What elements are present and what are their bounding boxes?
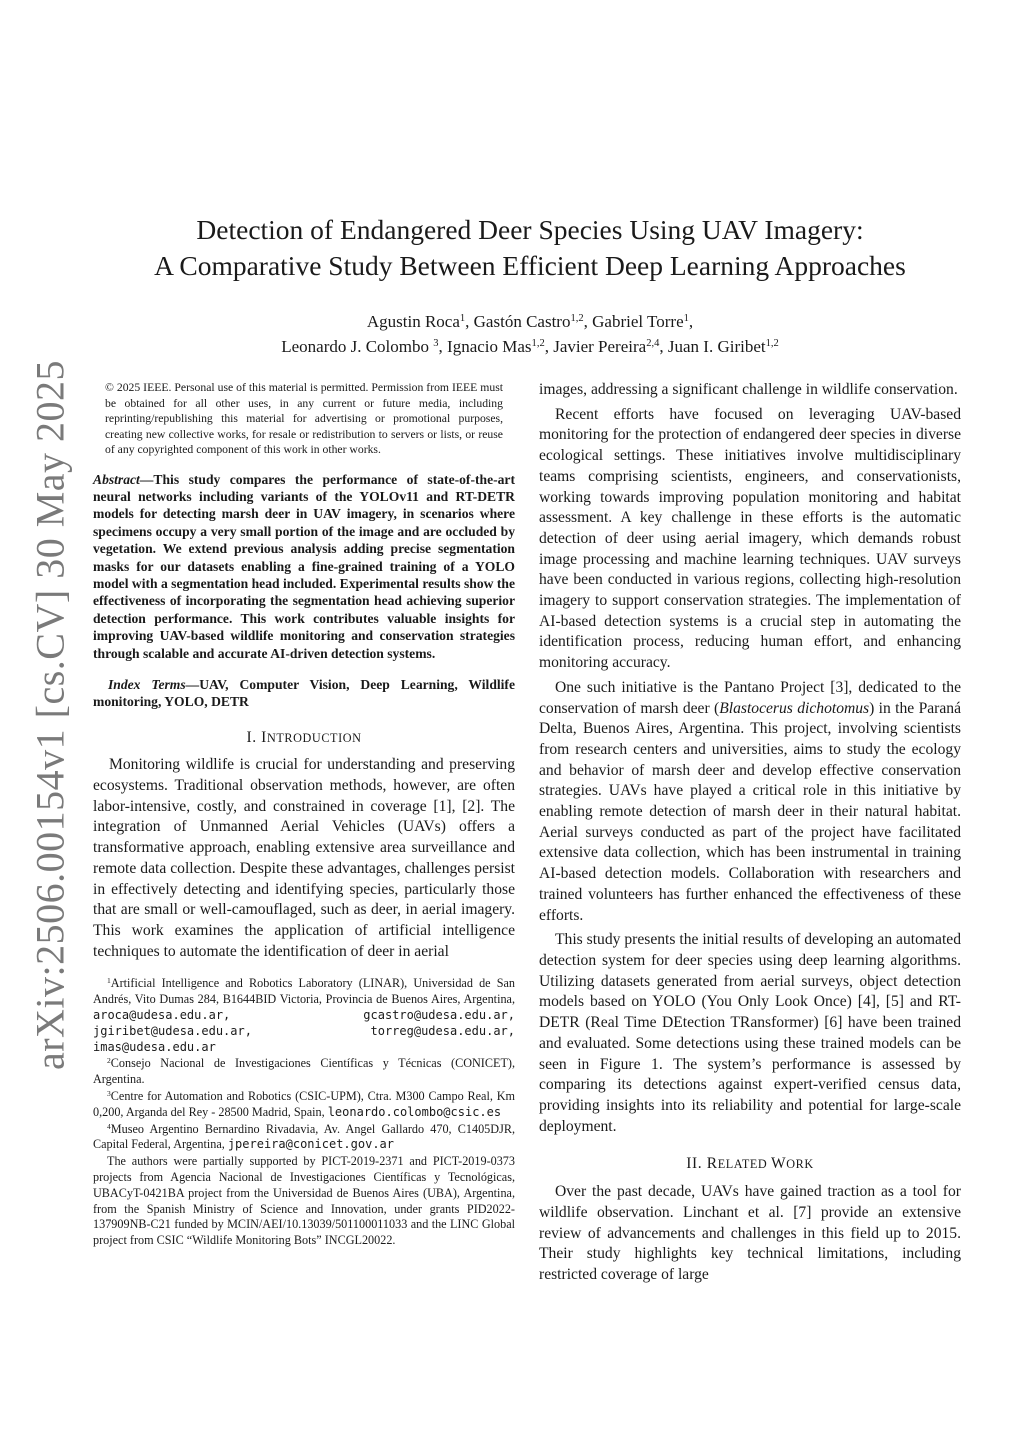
section-heading-introduction xyxy=(93,729,515,747)
title-line-1: Detection of Endangered Deer Species Using UAV Imagery: xyxy=(196,214,864,245)
left-column xyxy=(93,380,515,1249)
abstract-dash: — xyxy=(139,471,154,487)
author-name: Juan I. Giribet xyxy=(667,337,766,356)
author-affiliation: 1 xyxy=(459,313,466,325)
related-work-paragraph-1: Over the past decade, UAVs have gained traction as a tool for wildlife observation. Linchant et al. [7] provide an extensive review of advancements and challenges in this field up to 2015. Their study highlights key technical limitations, including restricted coverage of large xyxy=(539,1183,961,1284)
section-heading-related-work xyxy=(539,1155,961,1173)
species-name: Blastocerus dichotomus xyxy=(719,699,870,717)
footnote-mark: 1 xyxy=(107,976,111,986)
author-line-1: Agustin Roca$^1$, Gastón Castro$^{1,2}$, Gabriel Torre$^1$, xyxy=(366,312,694,331)
footnote-text: Centre for Automation and Robotics (CSIC-UPM), Ctra. M300 Campo Real, Km 0,200, Arganda del Rey - 28500 Madrid, Spain, xyxy=(93,1088,515,1119)
section-number: II. xyxy=(686,1155,703,1173)
footnotes xyxy=(93,976,515,1249)
footnote-3 xyxy=(93,1089,515,1121)
intro-paragraph-4: This study presents the initial results of developing an automated detection system for deer species using deep learning algorithms. Utilizing datasets generated from aerial surveys, object detection models based on YOLO (You Only Look Once) [4], [5] and RT-DETR (Real Time DEtection TRansformer) [6] have been trained and evaluated. Some detections using these trained models can be seen in Figure 1. The system’s performance is assessed by comparing its detections against expert-verified census data, providing insights into its reliability and potential for large-scale deployment. xyxy=(539,931,961,1135)
footnote-4 xyxy=(93,1122,515,1154)
author-name: Javier Pereira xyxy=(553,337,647,356)
index-terms xyxy=(93,676,515,711)
footnote-text: Artificial Intelligence and Robotics Laboratory (LINAR), Universidad de San Andrés, Vito Dumas 284, B1644BID Victoria, Provincia de Buenos Aires, Argentina, xyxy=(93,976,515,1007)
intro-paragraph-2: Recent efforts have focused on leveraging UAV-based monitoring for the protection of endangered deer species in diverse ecological settings. These initiatives involve multidisciplinary teams comprising scientists, engineers, and conservationists, working towards improving population monitoring and habitat assessment. A key challenge in these efforts is the automatic detection of deer using aerial imagery, which demands robust image processing and machine learning techniques. UAV surveys have been conducted in various regions, collecting high-resolution imagery to support conservation strategies. The implementation of AI-based detection systems is a crucial step in automating the identification process, reducing human effort, and enhancing monitoring accuracy. xyxy=(539,405,961,672)
index-terms-label: Index Terms xyxy=(108,676,186,692)
footnote-emails[interactable]: aroca@udesa.edu.ar, gcastro@udesa.edu.ar, jgiribet@udesa.edu.ar, torreg@udesa.edu.ar, imas@udesa.edu.ar xyxy=(93,1008,515,1054)
author-affiliation: 2,4 xyxy=(646,338,660,350)
paper-title xyxy=(80,212,980,284)
author-name: Ignacio Mas xyxy=(447,337,532,356)
section-number: I. xyxy=(246,729,257,747)
arxiv-identifier: arXiv:2506.00154v1 [cs.CV] 30 May 2025 xyxy=(27,359,73,1071)
footnote-emails[interactable]: leonardo.colombo@csic.es xyxy=(327,1104,502,1119)
title-line-2: A Comparative Study Between Efficient Deep Learning Approaches xyxy=(154,250,906,281)
footnote-2 xyxy=(93,1056,515,1088)
author-affiliation: 1,2 xyxy=(570,313,584,325)
footnote-text: Consejo Nacional de Investigaciones Científicas y Técnicas (CONICET), Argentina. xyxy=(93,1056,515,1087)
author-affiliation: 1,2 xyxy=(765,338,779,350)
intro-paragraph-3: One such initiative is the Pantano Project [3], dedicated to the conservation of marsh deer (Blastocerus dichotomus) in the Paraná Delta, Buenos Aires, Argentina. This project, involving scientists from research centers and universities, aims to study the ecology and behavior of marsh deer and develop effective conservation strategies. UAVs have played a critical role in this initiative by enabling remote detection of marsh deer in their natural habitat. Aerial surveys conducted as part of the project have facilitated extensive data collection, which has been instrumental in training AI-based detection models. Collaboration with researchers and trained volunteers has further enhanced the effectiveness of these efforts. xyxy=(539,678,961,924)
copyright-notice: © 2025 IEEE. Personal use of this material is permitted. Permission from IEEE must be obtained for all other uses, in any current or future media, including reprinting/republishing this material for advertising or promotional purposes, creating new collective works, for resale or redistribution to servers or lists, or reuse of any copyrighted component of this work in other works. xyxy=(105,381,503,456)
intro-paragraph-1: Monitoring wildlife is crucial for understanding and preserving ecosystems. Traditional observation methods, however, are often labor-intensive, costly, and constrained in coverage [1], [2]. The integration of Unmanned Aerial Vehicles (UAVs) offers a transformative approach, enabling extensive area surveillance and remote data collection. Despite these advantages, challenges persist in effectively detecting and identifying species, particularly those that are small or well-camouflaged, such as deer, in aerial imagery. This work examines the application of artificial intelligence techniques to automate the identification of deer in aerial xyxy=(93,756,515,960)
author-name: Leonardo J. Colombo xyxy=(281,337,430,356)
author-affiliation: 1 xyxy=(683,313,689,325)
footnote-1 xyxy=(93,976,515,1055)
author-affiliation: 3 xyxy=(433,338,439,350)
footnote-text: Museo Argentino Bernardino Rivadavia, Av. Angel Gallardo 470, C1405DJR, Capital Federal, Argentina, xyxy=(93,1121,515,1152)
footnote-emails[interactable]: jpereira@conicet.gov.ar xyxy=(227,1137,394,1152)
intro-paragraph-1-continued: images, addressing a significant challenge in wildlife conservation. xyxy=(539,381,958,398)
author-list xyxy=(80,309,980,359)
index-terms-dash: — xyxy=(185,676,200,692)
author-name: Gastón Castro xyxy=(473,312,571,331)
funding-acknowledgement: The authors were partially supported by PICT-2019-2371 and PICT-2019-0373 projects from Agencia Nacional de Investigaciones Científicas y Tecnológicas, UBACyT-0421BA project from the Universidad de Buenos Aires (UBA), Argentina, from the Spanish Ministry of Science and Innovation, under grants PID2022-137909NB-C21 funded by MCIN/AEI/10.13039/501100011033 and the LINC Global project from CSIC “Wildlife Monitoring Bots” INCGL20022. xyxy=(93,1154,515,1248)
abstract-label: Abstract xyxy=(93,471,140,487)
author-name: Gabriel Torre xyxy=(592,312,684,331)
abstract-text: This study compares the performance of state-of-the-art neural networks including variants of the YOLOv11 and RT-DETR models for detecting marsh deer in UAV imagery, in scenarios where specimens occupy a very small portion of the image and are occluded by vegetation. We extend previous analysis adding precise segmentation masks for our datasets enabling a fine-grained training of a YOLO model with a segmentation head included. Experimental results show the effectiveness of incorporating the segmentation head achieving superior detection performance. This work contributes valuable insights for improving UAV-based wildlife monitoring and conservation strategies through scalable and accurate AI-driven detection systems. xyxy=(93,471,515,661)
footnote-mark: 4 xyxy=(107,1121,111,1131)
author-line-2: Leonardo J. Colombo $^3$, Ignacio Mas$^{1,2}$, Javier Pereira$^{2,4}$, Juan I. Giribet$^{1,2}$ xyxy=(281,337,779,356)
section-title: RELATED WORK xyxy=(706,1155,814,1173)
right-column xyxy=(539,380,961,1286)
author-name: Agustin Roca xyxy=(366,312,460,331)
footnote-mark: 3 xyxy=(107,1088,111,1098)
footnote-mark: 2 xyxy=(107,1056,111,1066)
index-terms-text: UAV, Computer Vision, Deep Learning, Wildlife monitoring, YOLO, DETR xyxy=(93,676,515,709)
author-affiliation: 1,2 xyxy=(531,338,545,350)
section-title: INTRODUCTION xyxy=(261,729,362,747)
abstract xyxy=(93,471,515,662)
